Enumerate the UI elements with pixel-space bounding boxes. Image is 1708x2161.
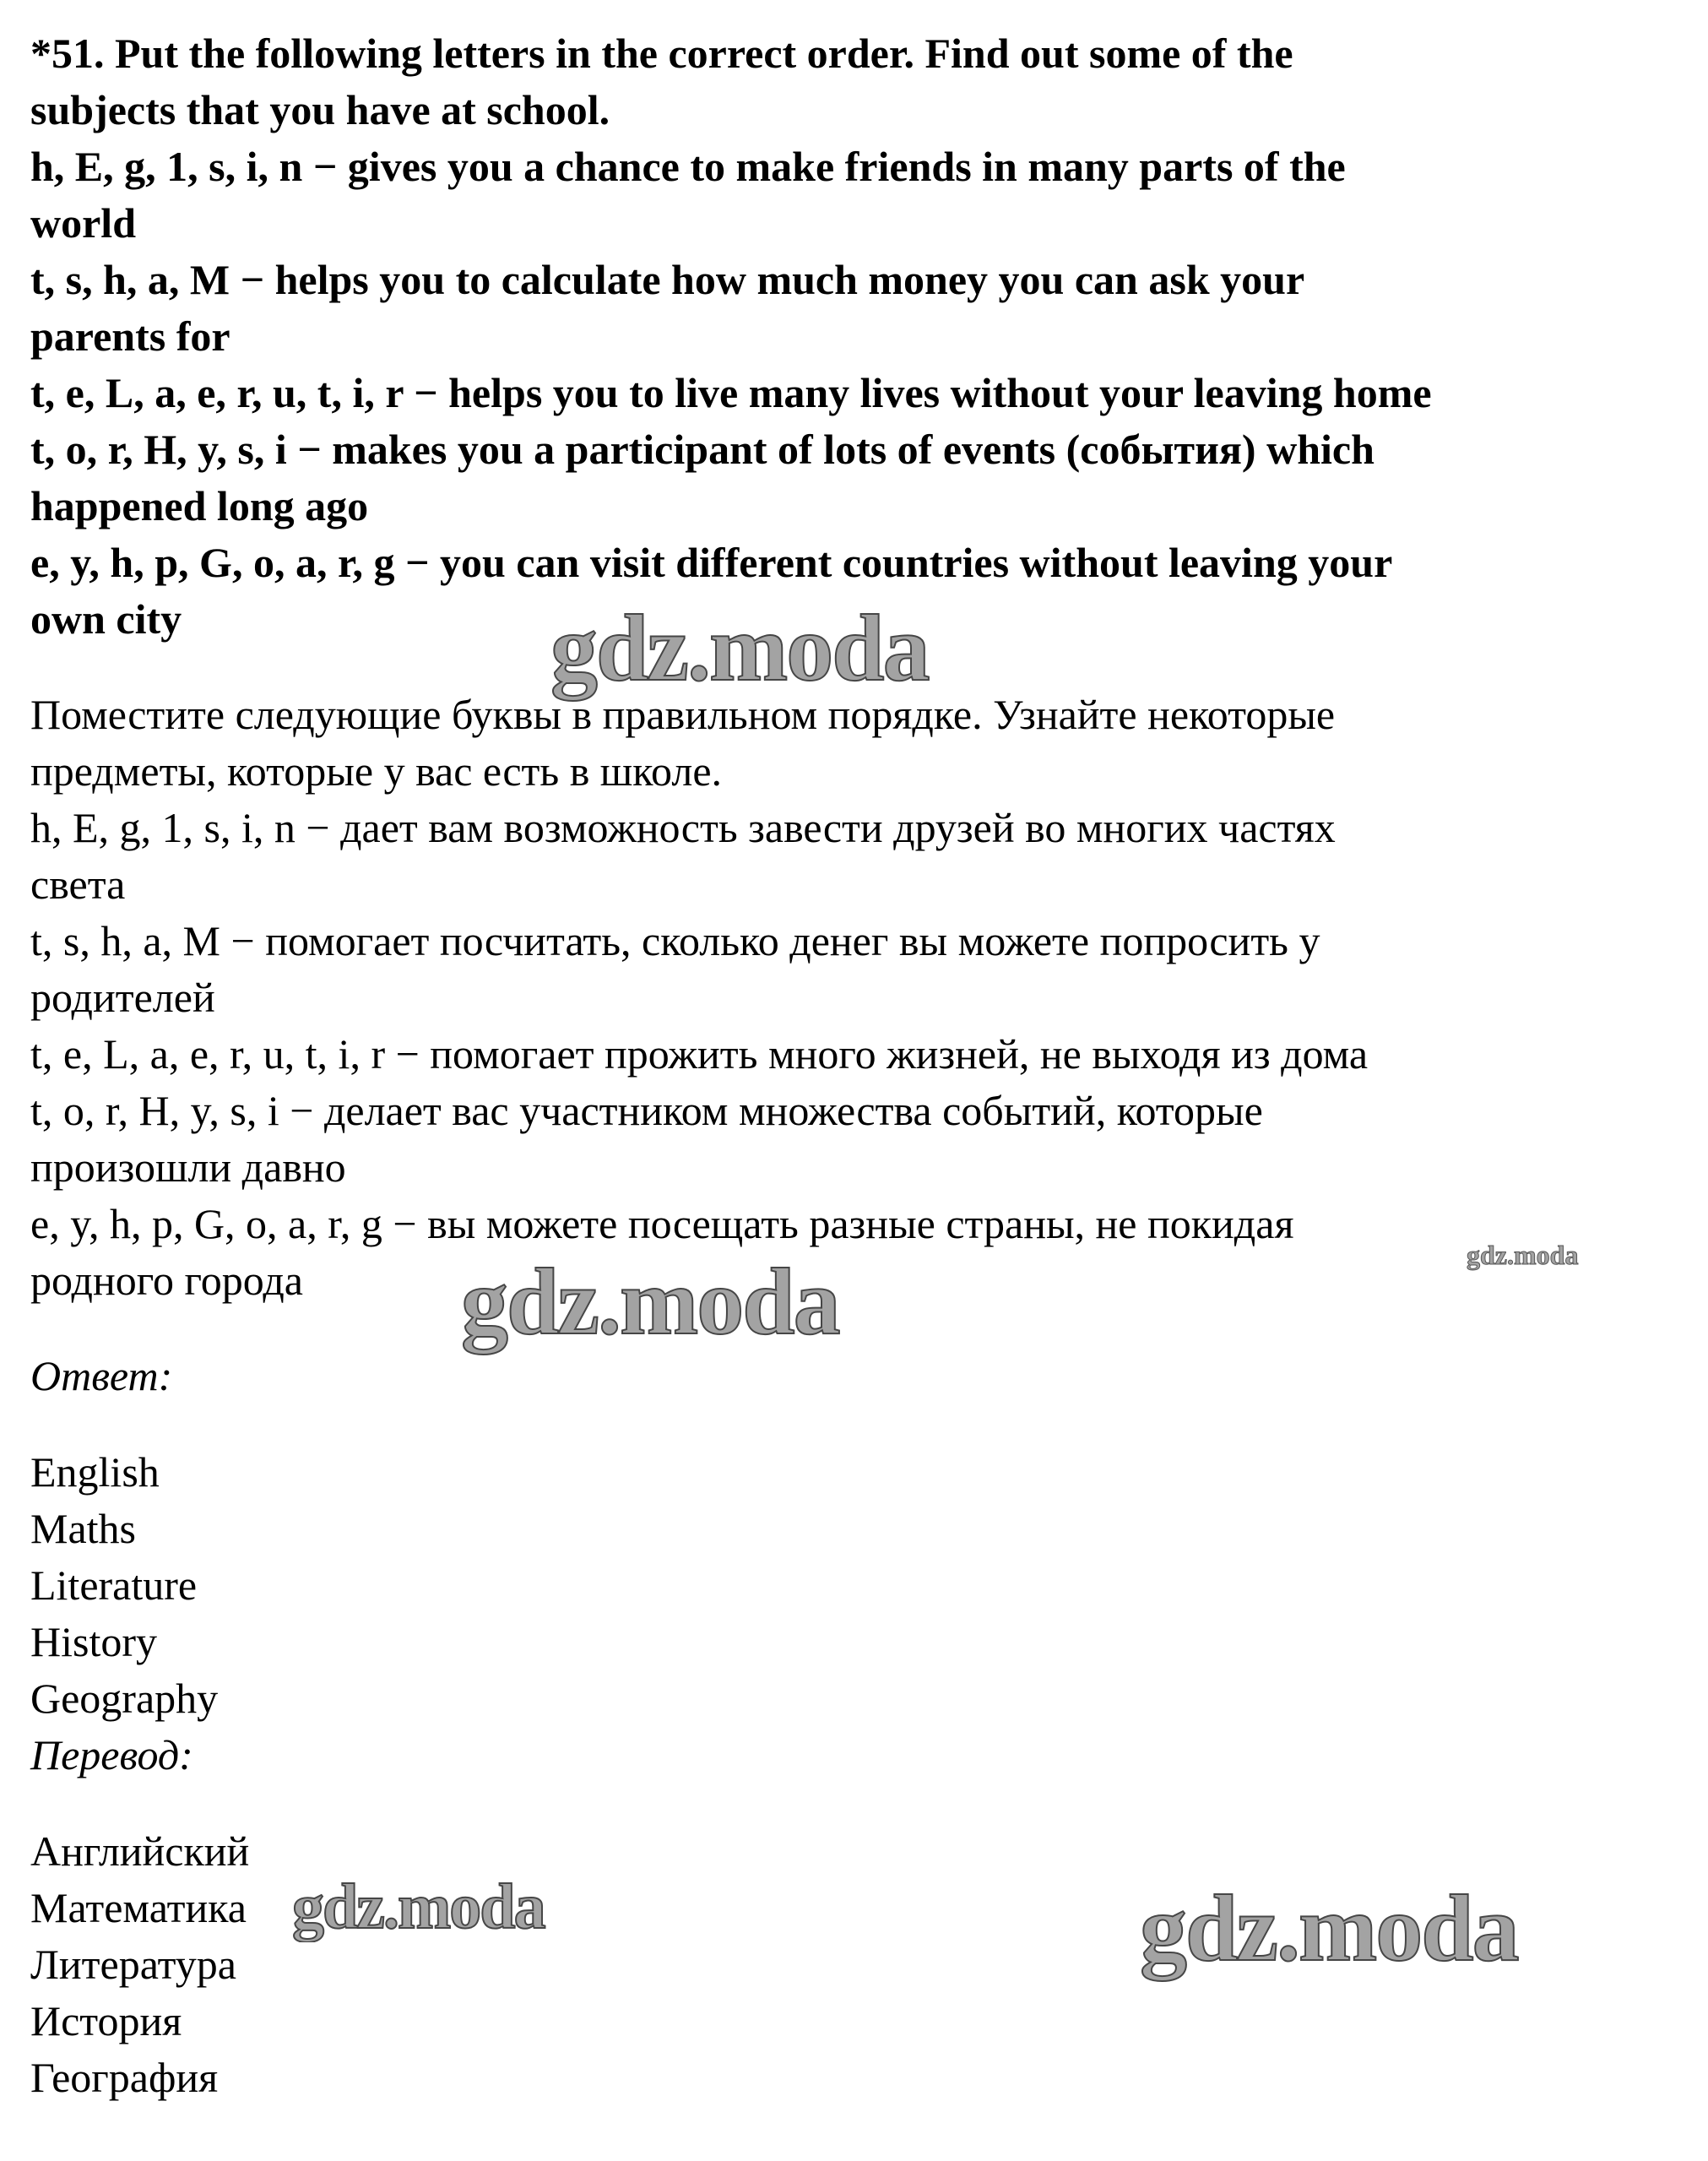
task-line-ru: Поместите следующие буквы в правильном порядке. Узнайте некоторые [30,691,1336,738]
translation-item: Математика [30,1884,247,1931]
translation-label: Перевод: [30,1731,193,1778]
answer-item: Geography [30,1675,219,1722]
answer-item: English [30,1448,160,1496]
task-english [30,25,1432,648]
answer-item: Literature [30,1561,198,1609]
task-line: e, y, h, p, G, o, a, r, g − you can visit different countries without leaving your [30,539,1393,586]
task-line: world [30,199,136,247]
translation-item: География [30,2054,219,2101]
task-line: t, e, L, a, e, r, u, t, i, r − helps you to live many lives without your leaving home [30,369,1432,416]
task-line-ru: e, y, h, p, G, o, a, r, g − вы можете посещать разные страны, не покидая [30,1200,1294,1247]
task-line: t, o, r, H, y, s, i − makes you a participant of lots of events (события) which [30,426,1375,473]
task-line-ru: t, o, r, H, y, s, i − делает вас участником множества событий, которые [30,1087,1263,1134]
translation-item: История [30,1997,182,2044]
task-line-ru: предметы, которые у вас есть в школе. [30,747,723,795]
task-line: own city [30,595,182,643]
task-line: h, E, g, 1, s, i, n − gives you a chance to make friends in many parts of the [30,143,1346,190]
task-line-ru: t, s, h, a, M − помогает посчитать, сколько денег вы можете попросить у [30,917,1320,964]
watermark: gdz.moda [1140,1876,1518,1981]
watermark: gdz.moda [461,1250,839,1355]
translation-list [30,1823,249,2106]
watermark: gdz.moda [1467,1240,1579,1270]
translation-item: Английский [30,1827,250,1875]
answer-label: Ответ: [30,1352,173,1399]
watermark: gdz.moda [292,1871,545,1942]
answer-list [30,1444,218,1784]
task-line-ru: произошли давно [30,1143,346,1191]
answer-item: History [30,1618,157,1665]
task-line: happened long ago [30,482,369,529]
task-line-ru: родителей [30,974,215,1021]
task-line: parents for [30,312,230,360]
task-line-ru: h, E, g, 1, s, i, n − дает вам возможность завести друзей во многих частях [30,804,1336,851]
task-line: *51. Put the following letters in the correct order. Find out some of the [30,30,1293,77]
answer-item: Maths [30,1505,136,1552]
task-line: t, s, h, a, M − helps you to calculate how much money you can ask your [30,256,1305,303]
task-line-ru: света [30,861,126,908]
watermark: gdz.moda [550,596,929,701]
task-line-ru: родного города [30,1257,303,1304]
task-line-ru: t, e, L, a, e, r, u, t, i, r − помогает прожить много жизней, не выходя из дома [30,1030,1369,1078]
translation-item: Литература [30,1941,236,1988]
task-line: subjects that you have at school. [30,86,610,133]
answer-label-block [30,1348,172,1404]
task-russian [30,687,1368,1309]
